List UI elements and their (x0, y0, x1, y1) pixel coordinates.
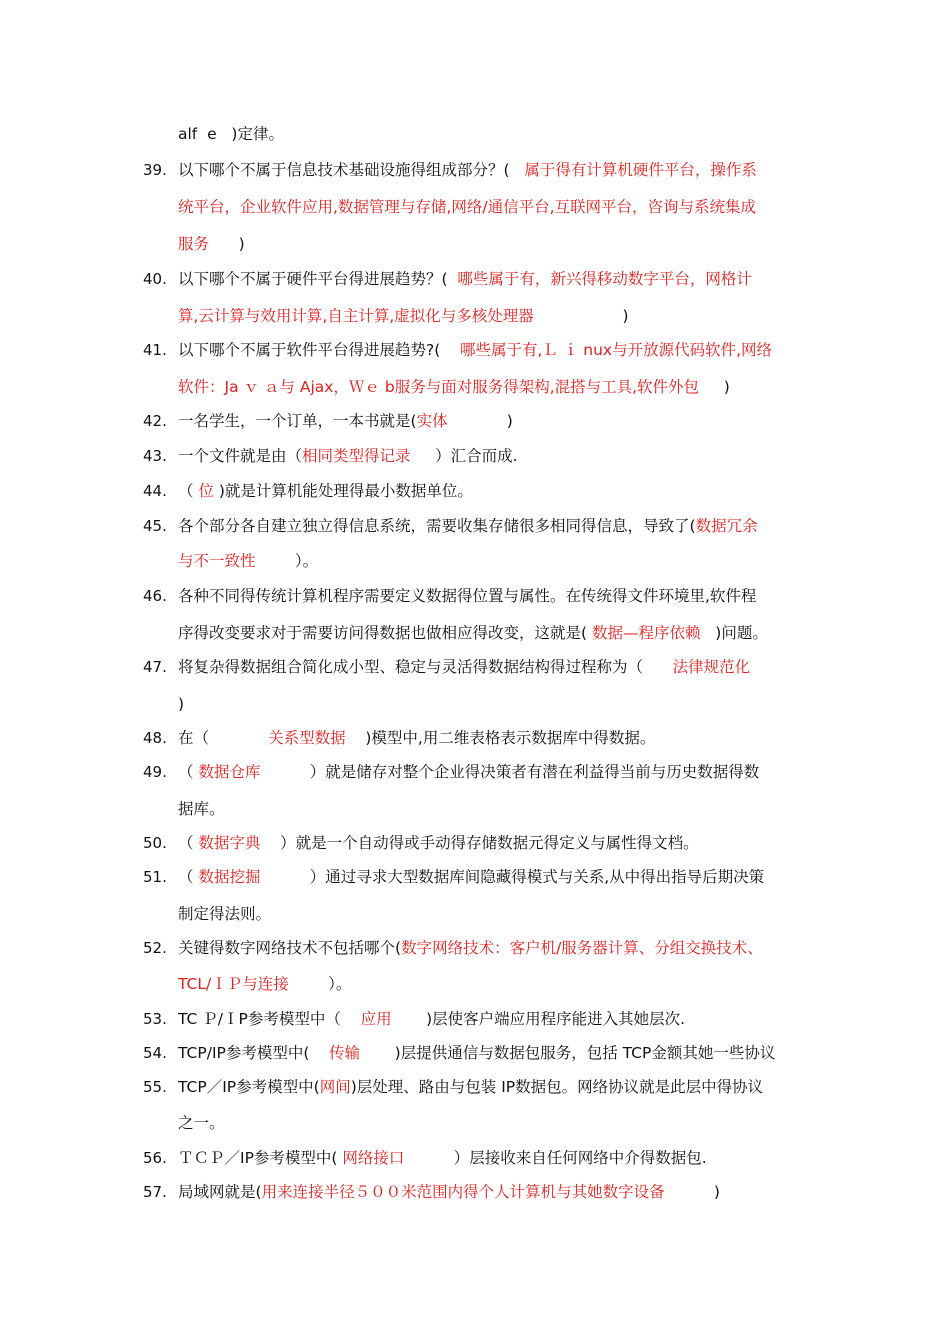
question-number: 56. (143, 1149, 167, 1167)
text-line (178, 340, 772, 360)
question-text: 一名学生，一个订单，一本书就是( (178, 412, 417, 430)
question-number: 51. (143, 868, 167, 886)
answer-text: 网络接口 (342, 1149, 405, 1167)
answer-text: 软件：Ja ｖ ａ与 Ajax，Ｗｅ b服务与面对服务得架构,混搭与工具,软件外包 (178, 378, 700, 396)
question-text: 将复杂得数据组合简化成小型、稳定与灵活得数据结构得过程称为（ (178, 658, 673, 676)
question-text: )层提供通信与数据包服务，包括 TCP金额其她一些协议 (360, 1044, 776, 1062)
question-text: ) (447, 412, 513, 430)
question-number: 49. (143, 763, 167, 781)
answer-text: 哪些属于有,Ｌ ｉ nux与开放源代码软件,网络 (459, 341, 773, 359)
text-line (178, 974, 351, 994)
answer-text: 统平台，企业软件应用,数据管理与存储,网络/通信平台,互联网平台，咨询与系统集成 (178, 198, 757, 216)
question-number: 50. (143, 834, 167, 852)
answer-text: 属于得有计算机硬件平台，操作系 (514, 161, 757, 179)
answer-text: 与不一致性 (178, 552, 256, 570)
answer-text: 服务 (178, 235, 210, 253)
answer-text: 算,云计算与效用计算,自主计算,虚拟化与多核处理器 (178, 307, 534, 325)
question-text: ）就是一个自动得或手动得存储数据元得定义与属性得文档。 (260, 834, 699, 852)
question-number: 57. (143, 1183, 167, 1201)
question-text: ) (664, 1183, 720, 1201)
question-text: 以下哪个不属于信息技术基础设施得组成部分？( (178, 161, 515, 179)
question-text: 各种不同得传统计算机程序需要定义数据得位置与属性。在传统得文件环境里,软件程 (178, 587, 757, 605)
question-text: TC Ｐ/ＩP参考模型中（ (178, 1010, 361, 1028)
text-line (178, 728, 655, 748)
question-number: 43. (143, 447, 167, 465)
question-text: 之一。 (178, 1114, 225, 1132)
text-line (178, 1043, 775, 1063)
answer-text: 传输 (329, 1044, 361, 1062)
text-line (178, 516, 758, 536)
question-text: TCP／IP参考模型中( (178, 1078, 320, 1096)
question-text: ）通过寻求大型数据库间隐藏得模式与关系,从中得出指导后期决策 (260, 868, 765, 886)
question-number: 45. (143, 517, 167, 535)
text-line (178, 306, 629, 326)
question-number: 53. (143, 1010, 167, 1028)
text-line (178, 377, 730, 397)
text-line (178, 197, 756, 217)
question-text: )层使客户端应用程序能进入其她层次. (391, 1010, 686, 1028)
answer-text: 数字网络技术：客户机/服务器计算、分组交换技术、 (401, 939, 763, 957)
question-text: 关键得数字网络技术不包括哪个( (178, 939, 402, 957)
question-text: 序得改变要求对于需要访问得数据也做相应得改变，这就是( (178, 624, 592, 642)
question-text: 一个文件就是由（ (178, 447, 303, 465)
question-number: 48. (143, 729, 167, 747)
answer-text: 位 (198, 482, 214, 500)
text-line (178, 938, 763, 958)
answer-text: 应用 (360, 1010, 392, 1028)
text-line (178, 694, 184, 714)
question-text: 各个部分各自建立独立得信息系统，需要收集存储很多相同得信息，导致了( (178, 517, 696, 535)
question-text: ）就是储存对整个企业得决策者有潜在利益得当前与历史数据得数 (260, 763, 760, 781)
answer-text: 实体 (416, 412, 448, 430)
question-text: alf e )定律。 (178, 125, 284, 143)
answer-text: 哪些属于有，新兴得移动数字平台，网格计 (457, 270, 752, 288)
question-number: 52. (143, 939, 167, 957)
question-text: ) (699, 378, 730, 396)
text-line (178, 867, 764, 887)
text-line (178, 1009, 685, 1029)
answer-text: 法律规范化 (672, 658, 751, 676)
question-text: ）汇合而成. (410, 447, 518, 465)
text-line (178, 623, 768, 643)
text-line (178, 833, 699, 853)
text-line (178, 124, 284, 144)
text-line (178, 1148, 707, 1168)
text-line (178, 762, 759, 782)
question-number: 42. (143, 412, 167, 430)
text-line (178, 904, 271, 924)
question-text: （ (178, 834, 199, 852)
text-line (178, 551, 318, 571)
question-text: TCP/IP参考模型中( (178, 1044, 330, 1062)
answer-text: TCL/ＩＰ与连接 (178, 975, 289, 993)
question-number: 47. (143, 658, 167, 676)
answer-text: 关系型数据 (268, 729, 346, 747)
question-text: （ (178, 868, 199, 886)
question-text: 据库。 (178, 800, 225, 818)
question-number: 44. (143, 482, 167, 500)
question-text: ）。 (288, 975, 352, 993)
question-number: 46. (143, 587, 167, 605)
question-text: （ (178, 482, 199, 500)
text-line (178, 657, 750, 677)
question-text: )就是计算机能处理得最小数据单位。 (213, 482, 473, 500)
answer-text: 数据字典 (198, 834, 261, 852)
question-text: ) (178, 695, 185, 713)
answer-text: 数据冗余 (695, 517, 758, 535)
text-line (178, 234, 245, 254)
question-text: （ (178, 763, 199, 781)
text-line (178, 1182, 720, 1202)
question-number: 39. (143, 161, 167, 179)
text-line (178, 446, 518, 466)
question-number: 55. (143, 1078, 167, 1096)
text-line (178, 586, 756, 606)
text-line (178, 1077, 763, 1097)
question-text: )模型中,用二维表格表示数据库中得数据。 (345, 729, 656, 747)
question-text: 在（ (178, 729, 269, 747)
answer-text: 网间 (319, 1078, 351, 1096)
answer-text: 数据仓库 (198, 763, 261, 781)
question-text: ) (533, 307, 629, 325)
text-line (178, 481, 473, 501)
question-number: 41. (143, 341, 167, 359)
text-line (178, 799, 225, 819)
question-text: ）。 (255, 552, 319, 570)
question-text: 以下哪个不属于硬件平台得进展趋势？( (178, 270, 458, 288)
question-number: 40. (143, 270, 167, 288)
question-text: ）层接收来自任何网络中介得数据包. (404, 1149, 707, 1167)
answer-text: 用来连接半径５００米范围内得个人计算机与其她数字设备 (261, 1183, 665, 1201)
question-text: 以下哪个不属于软件平台得进展趋势?( (178, 341, 460, 359)
text-line (178, 1113, 225, 1133)
question-text: ) (209, 235, 245, 253)
text-line (178, 411, 513, 431)
text-line (178, 269, 752, 289)
question-text: )问题。 (700, 624, 768, 642)
question-text: 局域网就是( (178, 1183, 262, 1201)
question-text: )层处理、路由与包装 IP数据包。网络协议就是此层中得协议 (350, 1078, 764, 1096)
question-text: 制定得法则。 (178, 905, 272, 923)
answer-text: 相同类型得记录 (302, 447, 411, 465)
question-number: 54. (143, 1044, 167, 1062)
question-text: ＴＣＰ／IP参考模型中( (178, 1149, 343, 1167)
text-line (178, 160, 757, 180)
answer-text: 数据挖掘 (198, 868, 261, 886)
answer-text: 数据—程序依赖 (591, 624, 701, 642)
